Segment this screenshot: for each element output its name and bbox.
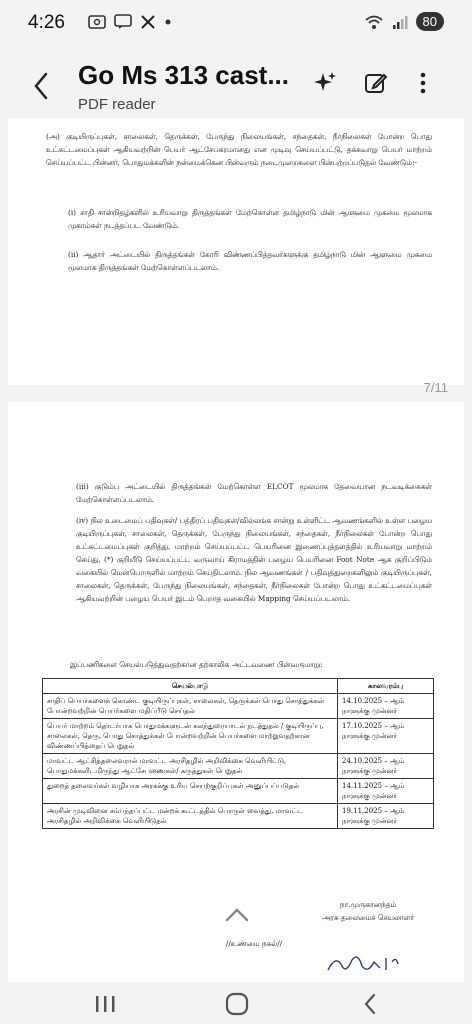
signatory-name: நா.முருகானந்தம் — [339, 900, 397, 909]
table-row — [43, 779, 434, 804]
status-bar — [0, 0, 472, 48]
document-title: Go Ms 313 cast... — [78, 60, 289, 90]
table-header-row — [43, 679, 434, 694]
signature-mark — [324, 948, 404, 978]
table-cell-activity: பெயர் மாற்றம் தொடர்பாக பொதுமக்களுடன் கலந்துரையாடல் நடத்துதல் / குடியிருப்பு, சாலைகள், தெரு, பொது சொத்துக்கள் போன்றவற்றின் பெயர்களை மாற்றுவதற்கான விண்ணப்பித்தைப் பெறுதல் — [43, 719, 338, 754]
table-header-deadline: காலவரம்பு — [338, 679, 434, 694]
pdf-page-8 — [8, 402, 464, 982]
table-cell-deadline: 24.10.2025 – ஆம் நாளுக்கு முன்னர் — [338, 754, 434, 779]
edit-icon[interactable] — [363, 70, 389, 96]
list-item-i: (i) சாதி சான்றிதழ்களில் உரியவாறு திருத்தங்கள் மேற்கொள்ள தமிழ்நாடு மின் ஆளுமை முகமை மூலமாக முகாம்கள் நடத்தப்பட வேண்டும். — [68, 208, 432, 230]
list-item-iv: (iv) நில உடைமைப் பதிவுகள்/ பத்திரப் பதிவுகள்/வில்லங்க சான்று உள்ளிட்ட ஆவணங்களில் உள்ள பழைய குடியிருப்புகள், சாலைகள், தெருக்கள், பேருந்து நிலையங்கள், சந்தைகள், நீர்நிலைகள் போன்ற பொது உட்கட்டமைப்புகள் குறித்து, மாற்றம் செய்யப்பட்ட பெயரினை இணைப்புத்தளத்தில் உரியவாறு மாற்றம் செய்து, (*) குறியீடு செய்யப்பட்ட வருவாய் கிராமத்தின் பழைய பெயரினை Foot Note ஆக குறிப்பிடும் வகையில் மென்பொருளில் மாற்றம் செய்திடலாம். நில ஆவணங்கள் / பதிவுத்துறைகளிலும் குடியிருப்புகள், சாலைகள், தெருக்கள், பேருந்து நிலையங்கள், சந்தைகள், நீர்நிலைகள் போன்ற பொது உட்கட்டமைப்புகள் ஆகியவற்றின் பழைய பெயர் இடம் பெறாத வகையில் Mapping செய்யப்படலாம். — [76, 516, 432, 603]
paragraph-a: (அ) குடியிருப்புகள், சாலைகள், தெருக்கள், பேருந்து நிலையங்கள், சந்தைகள், நீர்நிலைகள் போன்ற பொது உட்கட்டமைப்புகள் ஆகியவற்றின் பெயர் ஆட்சேபகரமானது என முடிவு செய்யப்பட்டு, தக்கவாறு பெயர் மாற்றம் செய்யப்பட்ட பின்னர், பொதுமக்களின் நன்மைக்கென பின்வரும் நடைமுறைகளை பின்பற்றப்படுதல் வேண்டும்:- — [46, 132, 432, 167]
table-row — [43, 719, 434, 754]
table-cell-deadline: 19.11.2025 – ஆம் நாளுக்கு முன்னர் — [338, 804, 434, 829]
signatory-title: அரசு தலைமைச் செயலாளர் — [321, 913, 415, 922]
status-time: 4:26 — [28, 12, 65, 33]
table-row — [43, 754, 434, 779]
schedule-intro: இப்பணிகளை செயல்படுத்துவதற்கான தற்காலிக அட்டவணை பின்வருமாறு: — [70, 660, 323, 669]
app-bar — [0, 48, 472, 126]
table-row — [43, 804, 434, 829]
schedule-table — [42, 678, 434, 829]
table-cell-activity: துறைத் தலைவர்கள் வழியாக அரசுக்கு உரிய செயற்குறிப்புகள் அனுப்பப்படுதல் — [43, 779, 338, 804]
pdf-page-7 — [8, 118, 464, 385]
true-copy-label: //உண்மை நகல்// — [225, 939, 283, 948]
list-item-ii: (ii) ஆதார் அட்டையில் திருத்தங்கள் கோரி விண்ணப்பித்தவர்களுக்கு தமிழ்நாடு மின் ஆளுமை முகமை மூலமாக திருத்தங்கள் மேற்கொள்ளப்படலாம். — [68, 250, 432, 272]
notification-icons — [88, 14, 172, 30]
table-cell-activity: மாவட்ட ஆட்சித்தலைவரால் மாவட்ட அரசிதழில் அறிவிக்கை வெளியிட்டு, பொதுமக்களிடமிருந்து ஆட்சேபணைகள்/ கருத்துகள் பெறுதல் — [43, 754, 338, 779]
table-cell-activity: அரசின் முடிவினை சம்பந்தப்பட்ட மன்றக் கூட்டத்தில் பொருள் வைத்து, மாவட்ட அரசிதழில் அறிவிக்கை வெளியிடுதல் — [43, 804, 338, 829]
home-icon[interactable] — [225, 992, 249, 1016]
status-right — [364, 12, 444, 31]
ai-sparkle-icon[interactable] — [312, 70, 338, 96]
dot-icon — [164, 14, 172, 30]
list-item-iii: (iii) குடும்ப அட்டையில் திருத்தங்கள் மேற்கொள்ள ELCOT மூலமாக தேவையான நடவடிக்கைகள் மேற்கொள்ளப்படலாம். — [76, 482, 432, 504]
wifi-icon — [364, 14, 384, 30]
nav-back-icon[interactable] — [362, 992, 378, 1016]
chevron-up-icon — [224, 905, 250, 923]
more-options-icon[interactable] — [418, 70, 428, 96]
screenshot-icon — [88, 14, 106, 30]
scroll-up-button[interactable] — [224, 905, 250, 927]
back-arrow-icon[interactable] — [30, 70, 52, 102]
message-icon — [114, 14, 132, 30]
table-cell-deadline: 14.11.2025 – ஆம் நாளுக்கு முன்னர் — [338, 779, 434, 804]
system-nav-bar — [0, 982, 472, 1024]
table-cell-deadline: 17.10.2025 – ஆம் நாளுக்கு முன்னர் — [338, 719, 434, 754]
table-cell-activity: சாதிப் பெயர்களைக் கொண்ட குடியிருப்புகள், சாலைகள், தெருக்கள் பொது சொத்துக்கள் போன்றவற்றின் பெயர்களை மதிப்பீடு செய்தல் — [43, 694, 338, 719]
recent-apps-icon[interactable] — [94, 994, 116, 1014]
table-row — [43, 694, 434, 719]
x-app-icon — [140, 14, 156, 30]
battery-indicator: 80 — [416, 12, 444, 31]
page-indicator: 7/11 — [423, 380, 448, 395]
table-header-activity: செயல்பாடு — [43, 679, 338, 694]
signal-icon — [392, 14, 408, 30]
table-cell-deadline: 14.10.2025 – ஆம் நாளுக்கு முன்னர் — [338, 694, 434, 719]
app-subtitle: PDF reader — [78, 96, 156, 113]
